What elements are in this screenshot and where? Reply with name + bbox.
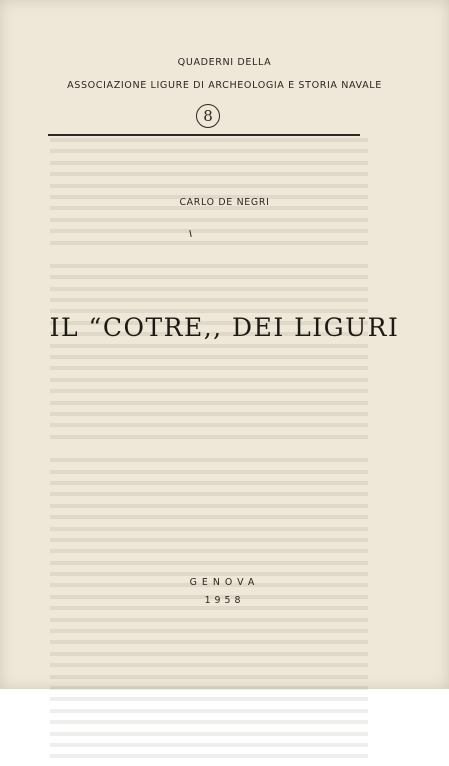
- header-divider: [48, 134, 360, 136]
- imprint-year: 1958: [204, 595, 245, 606]
- series-title: QUADERNI DELLA: [177, 57, 272, 68]
- author-name: CARLO DE NEGRI: [179, 197, 270, 208]
- association-name: ASSOCIAZIONE LIGURE DI ARCHEOLOGIA E STORIA NAVALE: [67, 80, 382, 91]
- imprint-city: GENOVA: [189, 577, 260, 588]
- issue-number-badge: [196, 104, 220, 128]
- book-title: IL “COTRE,, DEI LIGURI: [49, 313, 400, 342]
- bleed-through-text: [50, 138, 368, 766]
- issue-number: 8: [203, 107, 213, 125]
